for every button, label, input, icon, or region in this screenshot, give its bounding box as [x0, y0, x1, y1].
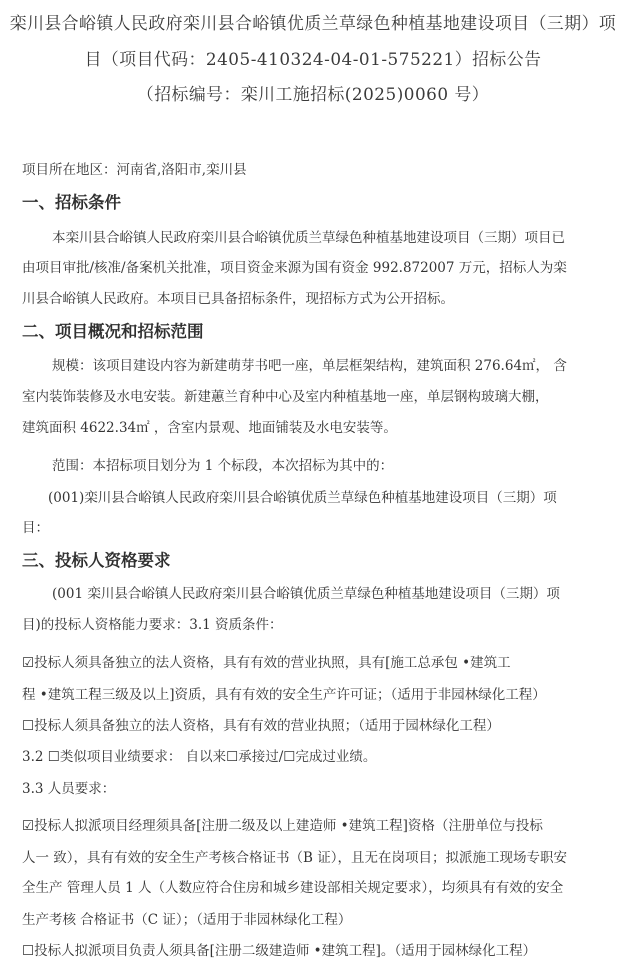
qualification-checked-item: ☑投标人须具备独立的法人资格，具有有效的营业执照，具有[施工总承包 •建筑工: [22, 655, 511, 671]
section-2-line: 室内装饰装修及水电安装。新建蕙兰育种中心及室内种植基地一座，单层钢构玻璃大棚，: [22, 389, 549, 405]
title-line-2: 目（项目代码：2405-410324-04-01-575221）招标公告: [84, 49, 542, 69]
title-line-3: （招标编号：栾川工施招标(2025)0060 号）: [136, 84, 490, 104]
qualification-unchecked-item: ☐投标人须具备独立的法人资格，具有有效的营业执照；（适用于园林绿化工程）: [22, 718, 500, 734]
section-1-heading: 一、招标条件: [22, 193, 121, 212]
section-2-line: 规模：该项目建设内容为新建萌芽书吧一座，单层框架结构，建筑面积 276.64㎡， 含: [52, 358, 567, 374]
section-2-line: (001)栾川县合峪镇人民政府栾川县合峪镇优质兰草绿色种植基地建设项目（三期）项: [48, 490, 557, 506]
section-3-line: 生产考核 合格证书（C 证）；（适用于非园林绿化工程）: [22, 912, 352, 928]
performance-requirement: 3.2 ☐类似项目业绩要求： 自以来☐承接过/☐完成过业绩。: [22, 749, 377, 765]
personnel-requirement-label: 3.3 人员要求：: [22, 781, 116, 797]
section-2-line: 建筑面积 4622.34㎡ ，含室内景观、地面铺装及水电安装等。: [22, 420, 397, 436]
section-3-heading: 三、投标人资格要求: [22, 551, 171, 570]
title-line-1: 栾川县合峪镇人民政府栾川县合峪镇优质兰草绿色种植基地建设项目（三期）项: [9, 13, 617, 33]
section-2-heading: 二、项目概况和招标范围: [22, 322, 204, 341]
section-3-line: 全生产 管理人员 1 人（人数应符合住房和城乡建设部相关规定要求），均须具有有效的安全: [22, 880, 564, 896]
section-1-line: 川县合峪镇人民政府。本项目已具备招标条件，现招标方式为公开招标。: [22, 291, 454, 307]
section-2-line: 范围：本招标项目划分为 1 个标段，本次招标为其中的：: [52, 458, 394, 474]
project-location: 项目所在地区：河南省,洛阳市,栾川县: [22, 162, 247, 178]
section-3-line: 程 •建筑工程三级及以上]资质，具有有效的安全生产许可证；（适用于非园林绿化工程）: [22, 687, 546, 703]
personnel-unchecked-item: ☐投标人拟派项目负责人须具备[注册二级建造师 •建筑工程]。（适用于园林绿化工程）: [22, 943, 537, 959]
section-1-line: 本栾川县合峪镇人民政府栾川县合峪镇优质兰草绿色种植基地建设项目（三期）项目已: [52, 230, 565, 246]
section-3-line: 目)的投标人资格能力要求：3.1 资质条件：: [22, 617, 283, 633]
section-1-line: 由项目审批/核准/备案机关批准，项目资金来源为国有资金 992.872007 万元，招标人为栾: [22, 260, 567, 276]
section-3-line: (001 栾川县合峪镇人民政府栾川县合峪镇优质兰草绿色种植基地建设项目（三期）项: [52, 586, 560, 602]
section-3-line: 人一 致），具有有效的安全生产考核合格证书（B 证），且无在岗项目；拟派施工现场专职安: [22, 850, 568, 866]
personnel-checked-item: ☑投标人拟派项目经理须具备[注册二级及以上建造师 •建筑工程]资格（注册单位与投标: [22, 818, 543, 834]
section-2-line: 目：: [22, 520, 49, 536]
